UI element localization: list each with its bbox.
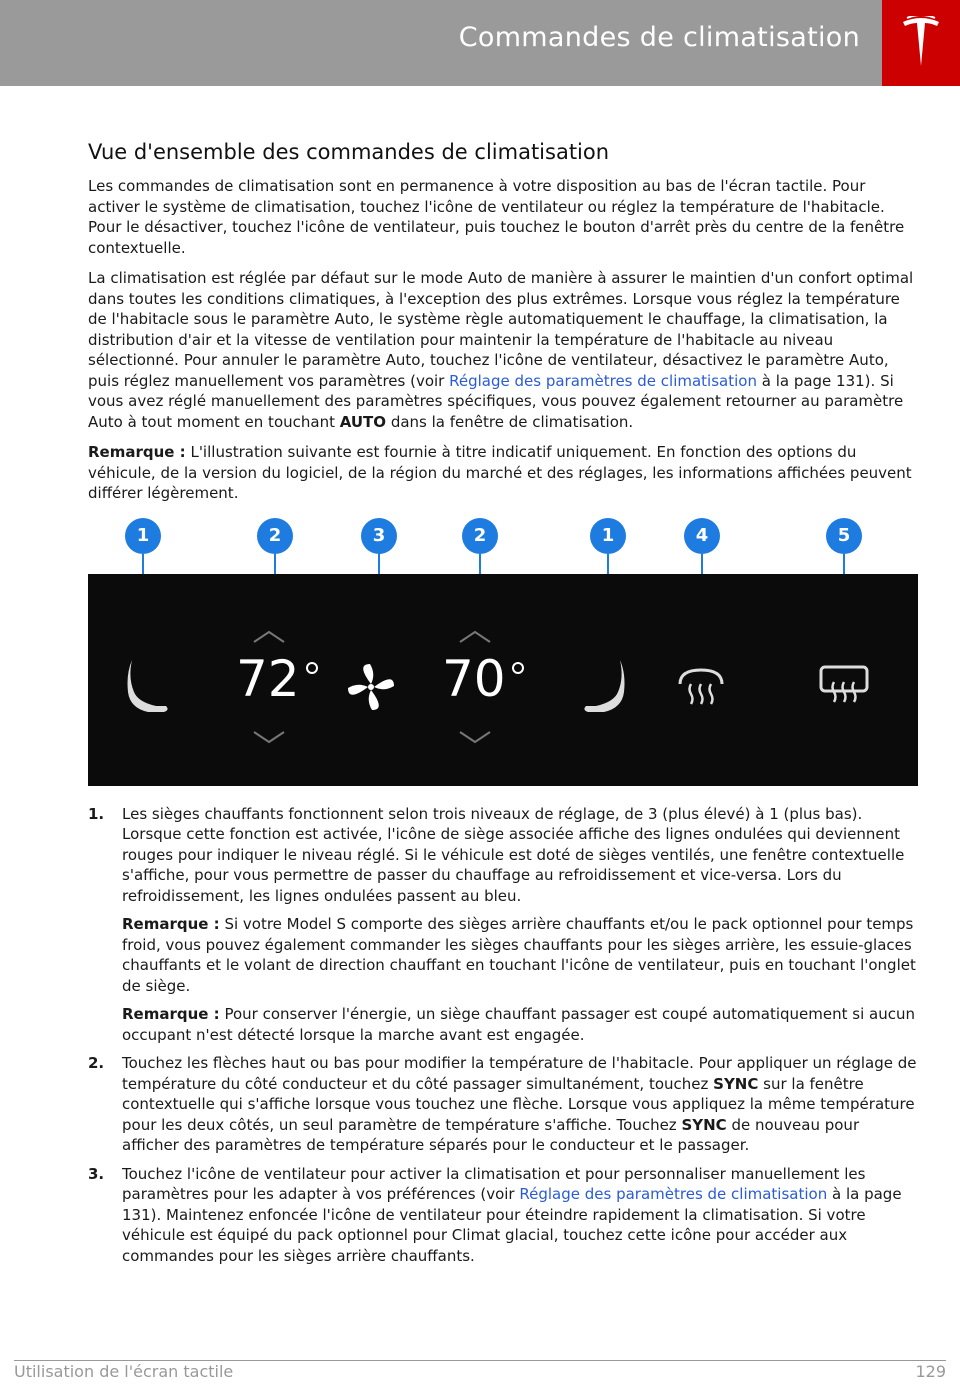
item-text bbox=[122, 1053, 918, 1156]
callout-badge: 4 bbox=[684, 518, 720, 554]
callout-badge: 2 bbox=[462, 518, 498, 554]
sync-label: SYNC bbox=[713, 1074, 759, 1093]
driver-temp-up-icon[interactable] bbox=[252, 630, 286, 644]
passenger-temperature: 70 bbox=[442, 649, 506, 708]
footer-section-name: Utilisation de l'écran tactile bbox=[14, 1362, 234, 1381]
callout-badge: 1 bbox=[590, 518, 626, 554]
text-run: Touchez l'icône de ventilateur pour activer la climatisation et pour personnaliser manuellement les paramètres pour les adapter à vos préférences (voir bbox=[122, 1164, 866, 1203]
note-label: Remarque : bbox=[122, 1005, 220, 1023]
item-number: 2. bbox=[88, 1054, 105, 1072]
tesla-logo-icon bbox=[901, 16, 941, 70]
item-note bbox=[122, 914, 918, 996]
page-header bbox=[0, 0, 960, 86]
item-number: 1. bbox=[88, 804, 105, 823]
text-run: de nouveau pour afficher des paramètres de température séparés pour le conducteur et le passager. bbox=[122, 1115, 860, 1154]
fan-icon[interactable] bbox=[346, 662, 396, 712]
passenger-temp-down-icon[interactable] bbox=[458, 730, 492, 744]
intro-paragraph: Les commandes de climatisation sont en permanence à votre disposition au bas de l'écran tactile. Pour activer le système de climatisation, touchez l'icône de ventilateur ou réglez la température de l'habitacle. Pour le désactiver, touchez l'icône de ventilateur, puis touchez le bouton d'arrêt près du centre de la fenêtre contextuelle. bbox=[88, 177, 905, 257]
climate-settings-link[interactable]: Réglage des paramètres de climatisation bbox=[519, 1185, 828, 1203]
text-run: La climatisation est réglée par défaut sur le mode Auto de manière à assurer le maintien d'un confort optimal dans toutes les conditions climatiques, à l'exception des plus extrêmes. Lorsque vous réglez la température de l'habitacle sous le paramètre Auto, le système règle automatiquement le chauffage, la climatisation, la distribution d'air et la vitesse de ventilation pour maintenir la température de l'habitacle au niveau sélectionné. Pour annuler le paramètre Auto, touchez l'icône de ventilateur, désactivez le paramètre Auto, puis réglez manuellement vos paramètres (voir bbox=[88, 269, 914, 390]
climate-controls-figure bbox=[88, 518, 918, 788]
list-item bbox=[88, 1164, 918, 1267]
list-item bbox=[88, 1053, 918, 1156]
item-note bbox=[122, 1004, 918, 1045]
driver-temp-down-icon[interactable] bbox=[252, 730, 286, 744]
driver-seat-heater-icon[interactable] bbox=[126, 658, 170, 714]
header-title: Commandes de climatisation bbox=[458, 22, 860, 53]
note-label: Remarque : bbox=[122, 915, 220, 933]
item-number: 3. bbox=[88, 1164, 105, 1183]
passenger-seat-heater-icon[interactable] bbox=[582, 658, 626, 714]
note-text: Pour conserver l'énergie, un siège chauffant passager est coupé automatiquement si aucun occupant n'est détecté lorsque la marche avant est engagée. bbox=[122, 1005, 915, 1044]
climate-bar bbox=[88, 574, 918, 786]
page-number: 129 bbox=[915, 1362, 946, 1381]
text-run: à la page 131). Maintenez enfoncée l'icône de ventilateur pour éteindre rapidement la climatisation. Si votre véhicule est équipé du pack optionnel pour Climat glacial, touchez cette icône pour accéder aux commandes pour les sièges arrière chauffants. bbox=[122, 1185, 902, 1265]
callout-badge: 5 bbox=[826, 518, 862, 554]
main-content bbox=[88, 140, 918, 1274]
callout-badge: 2 bbox=[257, 518, 293, 554]
note-text: Si votre Model S comporte des sièges arrière chauffants et/ou le pack optionnel pour temps froid, vous pouvez également commander les sièges chauffants pour les sièges arrière, les essuie-glaces chauffants et le volant de direction chauffant en touchant l'icône de ventilateur, puis en touchant l'onglet de siège. bbox=[122, 915, 916, 995]
text-run: sur la fenêtre contextuelle qui s'affiche lorsque vous touchez une flèche. Lorsque vous appliquez la même température pour les deux côtés, un seul paramètre de température s'affiche. Touchez bbox=[122, 1074, 915, 1134]
climate-settings-link[interactable]: Réglage des paramètres de climatisation bbox=[449, 371, 757, 390]
auto-mode-paragraph bbox=[88, 268, 918, 432]
text-run: Touchez les flèches haut ou bas pour modifier la température de l'habitacle. Pour appliquer un réglage de température du côté conducteur et du côté passager simultanément, touchez bbox=[122, 1054, 917, 1093]
degree-symbol bbox=[306, 662, 318, 674]
item-text bbox=[122, 1164, 918, 1267]
passenger-temp-up-icon[interactable] bbox=[458, 630, 492, 644]
text-run: à la page 131). Si vous avez réglé manuellement des paramètres spécifiques, vous pouvez également retourner au paramètre Auto à tout moment en touchant bbox=[88, 371, 904, 431]
rear-defrost-icon[interactable] bbox=[676, 666, 726, 706]
item-text: Les sièges chauffants fonctionnent selon trois niveaux de réglage, de 3 (plus élevé) à 1 (plus bas). Lorsque cette fonction est activée, l'icône de siège associée affiche des lignes ondulées qui deviennent rouges pour indiquer le niveau réglé. Si le véhicule est doté de sièges ventilés, une fenêtre contextuelle s'affiche, pour vous permettre de passer du chauffage au refroidissement et vice-versa. Lors du refroidissement, les lignes ondulées passent au bleu. bbox=[122, 804, 905, 905]
text-run: dans la fenêtre de climatisation. bbox=[386, 412, 634, 431]
note-label: Remarque : bbox=[88, 443, 186, 461]
driver-temperature: 72 bbox=[236, 649, 300, 708]
brand-logo bbox=[882, 0, 960, 86]
callout-badge: 1 bbox=[125, 518, 161, 554]
note-paragraph bbox=[88, 442, 918, 504]
degree-symbol bbox=[512, 662, 524, 674]
section-title: Vue d'ensemble des commandes de climatisation bbox=[88, 140, 610, 164]
auto-label: AUTO bbox=[339, 412, 387, 431]
note-text: L'illustration suivante est fournie à titre indicatif uniquement. En fonction des options du véhicule, de la version du logiciel, de la région du marché et des réglages, les informations affichées peuvent différer légèrement. bbox=[88, 443, 912, 502]
callout-badge: 3 bbox=[361, 518, 397, 554]
list-item bbox=[88, 804, 918, 1046]
numbered-list bbox=[88, 804, 918, 1267]
footer-divider bbox=[14, 1360, 946, 1361]
front-defrost-icon[interactable] bbox=[818, 664, 870, 706]
sync-label: SYNC bbox=[681, 1115, 727, 1134]
